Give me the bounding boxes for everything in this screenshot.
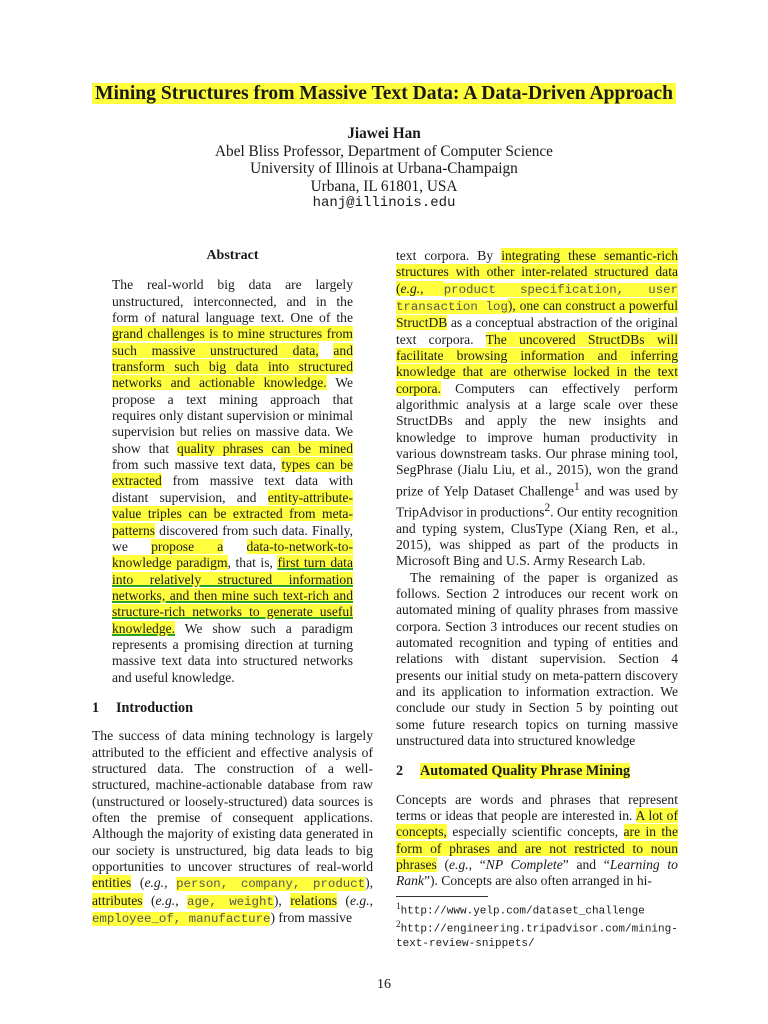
- highlight: propose a: [151, 538, 224, 554]
- paper-title: Mining Structures from Massive Text Data: A Data-Driven Approach: [0, 82, 768, 106]
- code-highlight: product specification, user transaction log: [396, 282, 679, 315]
- affiliation-line: University of Illinois at Urbana-Champaign: [250, 160, 518, 177]
- author-name: Jiawei Han: [347, 125, 421, 142]
- intro-paragraph: The success of data mining technology is largely attributed to the efficient and effective analysis of structured data. The construction of a well-structured, machine-actionable database from raw (unstructured or loosely-structured) data sources is often the premise of consequent applications. Although the majority of existing data generated in our society is unstructured, big data leads to big opportunities to uncover structures of real-world entities (e.g., person, company, product), attributes (e.g., age, weight), relations (e.g., employee_of, manufacture) from massive: [92, 728, 374, 927]
- highlight: types can be extracted: [112, 457, 353, 489]
- footnote-1: $^1$http://www.yelp.com/dataset_challenge: [396, 900, 645, 918]
- footnote-ref[interactable]: 2: [544, 501, 551, 514]
- highlight: entities: [92, 875, 132, 891]
- highlight: attributes: [92, 892, 143, 908]
- highlight: relations: [290, 892, 338, 908]
- highlight: integrating these semantic-rich structures with other inter-related structured data (: [396, 248, 678, 296]
- highlight: are in the form of phrases and are not restricted to noun phrases: [396, 824, 678, 873]
- affiliation-line: Abel Bliss Professor, Department of Computer Science: [215, 142, 553, 160]
- author-email[interactable]: hanj@illinois.edu: [312, 195, 456, 211]
- intro-paragraph-outline: The remaining of the paper is organized as follows. Section 2 introduces our recent work on automated mining of quality phrases from massive corpora. Section 3 introduces our recent studies on automated recognition and typing of entities and relations with distant supervision. Section 4 presents our initial study on meta-pattern discovery and its application to information extraction. We conclude our study in Section 5 by pointing out some future research topics on turning massive unstructured data into structured knowledge: [396, 569, 678, 749]
- abstract-heading: Abstract: [206, 248, 259, 263]
- highlight: quality phrases can be mined: [177, 440, 353, 456]
- footnote-link[interactable]: http://engineering.tripadvisor.com/mining-text-review-snippets/: [396, 924, 678, 951]
- section-heading-phrase-mining: 2 Automated Quality Phrase Mining: [396, 763, 631, 780]
- abstract-text: The real-world big data are largely unstructured, interconnected, and in the form of natural language text. One of the grand challenges is to mine structures from such massive unstructured data, and transform such big data into structured networks and actionable knowledge. We propose a text mining approach that requires only distant supervision or minimal supervision but relies on massive data. We show that quality phrases can be mined from such massive text data, types can be extracted from massive text data with distant supervision, and entity-attribute-value triples can be extracted from meta-patterns discovered from such data. Finally, we propose a data-to-network-to-knowledge paradigm, that is, first turn data into relatively structured information networks, and then mine such text-rich and structure-rich networks to generate useful knowledge. We show such a paradigm represents a promising direction at turning massive text data into structured networks and useful knowledge.: [112, 277, 353, 685]
- affiliation-line: Urbana, IL 61801, USA: [310, 177, 458, 195]
- highlight: ), one can construct a powerful StructDB: [396, 298, 678, 331]
- code-highlight: person, company, product: [176, 877, 366, 892]
- highlight: grand challenges is to mine structures from such massive unstructured data,: [112, 326, 353, 358]
- left-column: [92, 248, 373, 927]
- right-column: [396, 248, 678, 951]
- intro-paragraph-continued: text corpora. By integrating these semantic-rich structures with other inter-related structured data (e.g., product specification, user transaction log), one can construct a powerful StructDB as a conceptual abstraction of the original text corpora. The uncovered StructDBs will facilitate browsing information and inferring knowledge that are otherwise locked in the text corpora. Computers can effectively perform algorithmic analysis at a large scale over these StructDBs and apply the new insights and knowledge to improve human productivity in various downstream tasks. Our phrase mining tool, SegPhrase (Jialu Liu, et al., 2015), won the grand prize of Yelp Dataset Challenge$^1$ and was used by TripAdvisor in productions$^2$. Our entity recognition and typing system, ClusType (Xiang Ren, et al., 2015), was shipped as part of the products in Microsoft Bing and U.S. Army Research Lab.: [396, 248, 679, 569]
- code-highlight: employee_of, manufacture: [92, 912, 271, 927]
- footnote-2: $^2$http://engineering.tripadvisor.com/mining-text-review-snippets/: [396, 919, 678, 951]
- code-highlight: age, weight: [187, 894, 274, 909]
- underlined-highlight: first turn data into relatively structured information networks, and then mine such text-rich and structure-rich networks to generate useful knowledge.: [112, 555, 353, 636]
- page-number: 16: [377, 977, 391, 992]
- footnote-ref[interactable]: 1: [573, 480, 580, 493]
- highlight: data-to-network-to-knowledge paradigm: [112, 538, 353, 571]
- highlight: entity-attribute-value triples can be extracted from meta-patterns: [112, 489, 353, 538]
- section2-paragraph: Concepts are words and phrases that represent terms or ideas that people are interested in. A lot of concepts, especially scientific concepts, are in the form of phrases and are not restricted to noun phrases (e.g., “NP Complete” and “Learning to Rank”). Concepts are also often arranged in hi-: [396, 791, 678, 889]
- highlight: A lot of concepts,: [396, 808, 678, 840]
- highlight: The uncovered StructDBs will facilitate browsing information and inferring knowledge that are otherwise locked in the text corpora.: [396, 331, 678, 396]
- footnote-divider: [396, 896, 488, 897]
- section-heading-introduction: 1 Introduction: [92, 699, 193, 716]
- footnote-link[interactable]: http://www.yelp.com/dataset_challenge: [400, 905, 645, 918]
- author-block: [0, 125, 768, 213]
- highlight: and transform such big data into structured networks and actionable knowledge.: [112, 342, 353, 391]
